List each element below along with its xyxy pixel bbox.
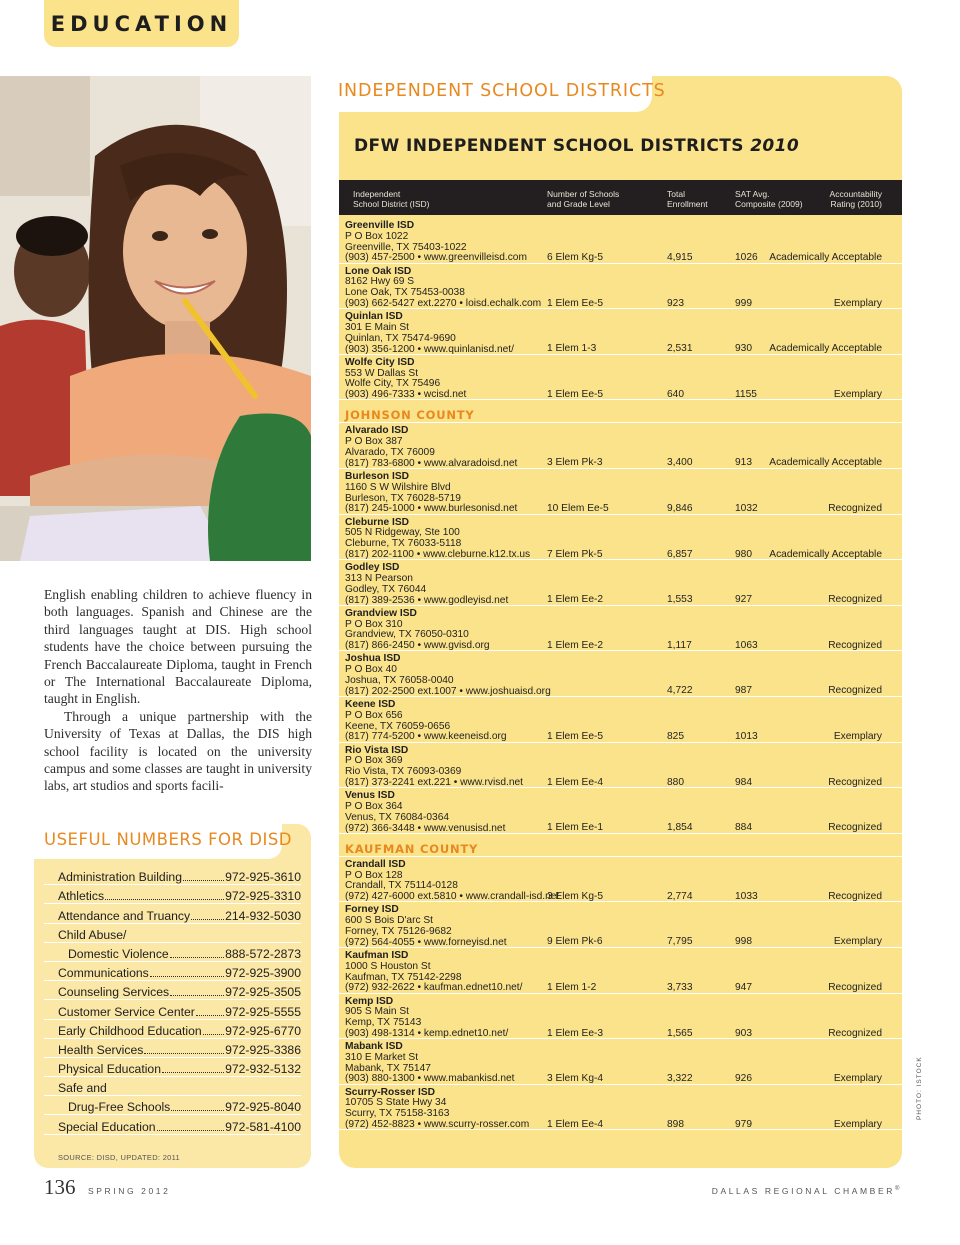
rating-cell: Recognized xyxy=(828,1027,882,1039)
districts-table-body xyxy=(339,218,902,1130)
number-entry: Attendance and Truancy 214-932-5030 xyxy=(44,904,301,923)
district-contact: (817) 389-2536 • www.godleyisd.net xyxy=(345,594,509,606)
district-address-line: Alvarado, TX 76009 xyxy=(345,446,435,458)
grade-cell: 3 Elem Kg-4 xyxy=(547,1073,604,1085)
district-info xyxy=(345,312,514,355)
enrollment-cell: 880 xyxy=(667,776,684,788)
district-address-line: 8162 Hwy 69 S xyxy=(345,276,415,288)
district-info xyxy=(345,951,522,994)
number-entry: Health Services 972-925-3386 xyxy=(44,1039,301,1058)
table-row xyxy=(339,606,902,652)
grade-cell: 6 Elem Kg-5 xyxy=(547,252,604,263)
number-entry: Safe and xyxy=(44,1077,301,1096)
paragraph: Through a unique partnership with the University of Texas at Dallas, the DIS high school facility is located on the university campus and some classes are taught in university labs, art studios and sports facili- xyxy=(44,708,312,794)
district-contact: (817) 245-1000 • www.burlesonisd.net xyxy=(345,503,518,515)
table-title-year: 2010 xyxy=(750,136,800,156)
grade-cell: 1 Elem Ee-1 xyxy=(547,822,604,834)
rating-cell: Academically Acceptable xyxy=(769,343,882,355)
number-entry: Athletics 972-925-3310 xyxy=(44,885,301,904)
district-contact: (817) 774-5200 • www.keeneisd.org xyxy=(345,731,507,743)
enrollment-cell: 898 xyxy=(667,1118,684,1130)
number-entry: Early Childhood Education 972-925-6770 xyxy=(44,1020,301,1039)
enrollment-cell: 1,117 xyxy=(667,639,692,651)
districts-tab-title: INDEPENDENT SCHOOL DISTRICTS xyxy=(338,81,666,101)
number-entry: Child Abuse/ xyxy=(44,924,301,943)
district-info xyxy=(345,700,507,743)
district-contact: (817) 202-1100 • www.cleburne.k12.tx.us xyxy=(345,548,531,560)
district-address-line: P O Box 1022 xyxy=(345,230,409,242)
rating-cell: Recognized xyxy=(828,685,882,697)
table-row xyxy=(339,948,902,994)
enrollment-cell: 2,774 xyxy=(667,890,693,902)
enrollment-cell: 4,722 xyxy=(667,685,693,697)
table-header xyxy=(339,180,902,215)
district-name: Mabank ISD xyxy=(345,1041,403,1053)
county-heading: KAUFMAN COUNTY xyxy=(339,834,902,857)
district-address-line: Venus, TX 76084-0364 xyxy=(345,811,450,823)
district-contact: (817) 373-2241 ext.221 • www.rvisd.net xyxy=(345,776,523,788)
sat-cell: 1013 xyxy=(735,730,758,742)
district-address-line: 905 S Main St xyxy=(345,1006,409,1018)
district-contact: (903) 496-7333 • wcisd.net xyxy=(345,389,467,401)
grade-cell: 1 Elem Ee-2 xyxy=(547,639,604,651)
district-address-line: P O Box 364 xyxy=(345,800,403,812)
rating-cell: Recognized xyxy=(828,981,882,993)
table-title-text: DFW INDEPENDENT SCHOOL DISTRICTS xyxy=(354,136,744,156)
enrollment-cell: 1,553 xyxy=(667,594,693,606)
sat-cell: 979 xyxy=(735,1118,752,1130)
student-photo xyxy=(0,76,311,561)
grade-cell: 1 Elem 1-3 xyxy=(547,343,597,355)
rating-cell: Recognized xyxy=(828,594,882,606)
table-row xyxy=(339,857,902,903)
district-address-line: 1160 S W Wilshire Blvd xyxy=(345,481,451,493)
rating-cell: Recognized xyxy=(828,890,882,902)
district-address-line: Lone Oak, TX 75453-0038 xyxy=(345,287,465,299)
grade-cell: 1 Elem Ee-3 xyxy=(547,1027,604,1039)
table-row xyxy=(339,788,902,834)
district-address-line: 10705 S State Hwy 34 xyxy=(345,1097,447,1109)
table-row xyxy=(339,1039,902,1085)
district-address-line: Mabank, TX 75147 xyxy=(345,1062,431,1074)
enrollment-cell: 7,795 xyxy=(667,936,693,948)
number-entry: Communications 972-925-3900 xyxy=(44,962,301,981)
district-info xyxy=(345,267,541,310)
district-address-line: Forney, TX 75126-9682 xyxy=(345,925,452,937)
district-info xyxy=(345,1042,515,1085)
number-entry: Physical Education 972-932-5132 xyxy=(44,1058,301,1077)
enrollment-cell: 3,733 xyxy=(667,981,693,993)
district-address-line: P O Box 40 xyxy=(345,664,397,676)
district-info xyxy=(345,518,530,561)
grade-cell: 9 Elem Pk-6 xyxy=(547,936,603,948)
number-entry: Domestic Violence 888-572-2873 xyxy=(44,943,301,962)
sat-cell: 884 xyxy=(735,822,752,834)
district-address-line: 505 N Ridgeway, Ste 100 xyxy=(345,527,460,539)
enrollment-cell: 6,857 xyxy=(667,548,693,560)
grade-cell: 1 Elem Ee-2 xyxy=(547,594,604,606)
rating-cell: Recognized xyxy=(828,639,882,651)
district-address-line: Greenville, TX 75403-1022 xyxy=(345,241,467,253)
sat-cell: 927 xyxy=(735,594,752,606)
column-header-schools: Number of Schools and Grade Level xyxy=(547,189,620,209)
district-contact: (817) 866-2450 • www.gvisd.org xyxy=(345,640,490,652)
district-address-line: P O Box 656 xyxy=(345,709,403,721)
table-row xyxy=(339,515,902,561)
district-address-line: Quinlan, TX 75474-9690 xyxy=(345,332,456,344)
district-address-line: P O Box 310 xyxy=(345,618,403,630)
rating-cell: Exemplary xyxy=(833,730,882,742)
grade-cell: 1 Elem Ee-4 xyxy=(547,1118,604,1130)
useful-numbers-list xyxy=(44,866,301,1135)
rating-cell: Exemplary xyxy=(833,936,882,948)
rating-cell: Academically Acceptable xyxy=(769,457,882,469)
district-name: Crandall ISD xyxy=(345,858,406,870)
table-row xyxy=(339,902,902,948)
paragraph: English enabling children to achieve fluency in both languages. Spanish and Chinese are the third languages taught at DIS. High school students have the choice between pursuing the French Baccalaureate Diploma, taught in French or The International Baccalaureate Diploma, taught in English. xyxy=(44,587,312,707)
table-row xyxy=(339,994,902,1040)
page-number: 136 xyxy=(44,1175,76,1199)
district-info xyxy=(345,358,466,401)
sat-cell: 926 xyxy=(735,1073,752,1085)
rating-cell: Exemplary xyxy=(833,1073,882,1085)
district-name: Keene ISD xyxy=(345,698,396,710)
photo-credit: PHOTO: ISTOCK xyxy=(916,1056,923,1120)
district-info xyxy=(345,609,490,652)
district-name: Scurry-Rosser ISD xyxy=(345,1086,436,1098)
district-name: Wolfe City ISD xyxy=(345,356,415,368)
table-row xyxy=(339,355,902,401)
sat-cell: 947 xyxy=(735,981,752,993)
number-entry: Administration Building 972-925-3610 xyxy=(44,866,301,885)
district-info xyxy=(345,997,508,1040)
column-header-rating: Accountability Rating (2010) xyxy=(829,189,882,209)
enrollment-cell: 825 xyxy=(667,730,684,742)
district-address-line: Scurry, TX 75158-3163 xyxy=(345,1108,450,1120)
sat-cell: 1033 xyxy=(735,890,758,902)
table-row xyxy=(339,1085,902,1131)
district-address-line: Cleburne, TX 76033-5118 xyxy=(345,538,462,550)
table-title xyxy=(354,136,799,156)
district-info xyxy=(345,472,517,515)
district-info xyxy=(345,905,507,948)
number-entry: Customer Service Center 972-925-5555 xyxy=(44,1000,301,1019)
table-row xyxy=(339,264,902,310)
county-heading: JOHNSON COUNTY xyxy=(339,400,902,423)
sat-cell: 930 xyxy=(735,343,752,355)
sat-cell: 984 xyxy=(735,776,752,788)
district-address-line: 1000 S Houston St xyxy=(345,960,431,972)
sat-cell: 1063 xyxy=(735,639,758,651)
publisher-label: DALLAS REGIONAL CHAMBER® xyxy=(711,1186,902,1196)
enrollment-cell: 4,915 xyxy=(667,252,693,263)
sat-cell: 999 xyxy=(735,297,752,309)
district-address-line: P O Box 387 xyxy=(345,436,403,448)
grade-cell: 10 Elem Ee-5 xyxy=(547,502,609,514)
rating-cell: Recognized xyxy=(828,776,882,788)
enrollment-cell: 1,565 xyxy=(667,1027,693,1039)
district-address-line: Keene, TX 76059-0656 xyxy=(345,720,451,732)
rating-cell: Recognized xyxy=(828,822,882,834)
district-contact: (972) 932-2622 • kaufman.ednet10.net/ xyxy=(345,982,523,994)
sat-cell: 1026 xyxy=(735,252,758,263)
district-address-line: 301 E Main St xyxy=(345,321,409,333)
district-name: Cleburne ISD xyxy=(345,516,409,528)
number-entry: Counseling Services 972-925-3505 xyxy=(44,981,301,1000)
district-name: Rio Vista ISD xyxy=(345,744,409,756)
district-name: Quinlan ISD xyxy=(345,311,403,323)
district-contact: (903) 356-1200 • www.quinlanisd.net/ xyxy=(345,343,514,355)
table-row xyxy=(339,697,902,743)
column-header-enrollment: Total Enrollment xyxy=(667,189,708,209)
district-address-line: Burleson, TX 76028-5719 xyxy=(345,492,461,504)
district-contact: (903) 662-5427 ext.2270 • loisd.echalk.com xyxy=(345,297,542,309)
sat-cell: 998 xyxy=(735,936,752,948)
enrollment-cell: 923 xyxy=(667,297,684,309)
section-tab xyxy=(44,0,239,47)
table-row xyxy=(339,743,902,789)
district-contact: (817) 202-2500 ext.1007 • www.joshuaisd.org xyxy=(345,685,551,697)
table-row xyxy=(339,423,902,469)
number-entry: Special Education 972-581-4100 xyxy=(44,1115,301,1134)
district-address-line: Rio Vista, TX 76093-0369 xyxy=(345,766,462,778)
rating-cell: Exemplary xyxy=(833,388,882,400)
district-contact: (972) 564-4055 • www.forneyisd.net xyxy=(345,936,507,948)
grade-cell: 7 Elem Pk-5 xyxy=(547,548,603,560)
district-address-line: Kaufman, TX 75142-2298 xyxy=(345,971,462,983)
rating-cell: Academically Acceptable xyxy=(769,252,882,263)
article-body xyxy=(44,586,312,795)
table-row xyxy=(339,469,902,515)
district-address-line: Crandall, TX 75114-0128 xyxy=(345,880,458,892)
district-address-line: Grandview, TX 76050-0310 xyxy=(345,629,469,641)
district-name: Godley ISD xyxy=(345,562,400,574)
table-row xyxy=(339,560,902,606)
enrollment-cell: 1,854 xyxy=(667,822,693,834)
district-address-line: 313 N Pearson xyxy=(345,572,413,584)
enrollment-cell: 3,322 xyxy=(667,1073,693,1085)
sat-cell: 903 xyxy=(735,1027,752,1039)
district-name: Grandview ISD xyxy=(345,607,417,619)
district-name: Alvarado ISD xyxy=(345,425,409,437)
number-entry: Drug-Free Schools 972-925-8040 xyxy=(44,1096,301,1115)
district-name: Joshua ISD xyxy=(345,653,401,665)
district-address-line: 600 S Bois D'arc St xyxy=(345,915,434,927)
district-contact: (903) 498-1314 • kemp.ednet10.net/ xyxy=(345,1027,509,1039)
column-header-district: Independent School District (ISD) xyxy=(353,189,430,209)
table-row xyxy=(339,218,902,264)
district-contact: (903) 880-1300 • www.mabankisd.net xyxy=(345,1073,515,1085)
district-name: Burleson ISD xyxy=(345,470,409,482)
rating-cell: Exemplary xyxy=(833,1118,882,1130)
district-address-line: 310 E Market St xyxy=(345,1051,419,1063)
district-contact: (972) 452-8823 • www.scurry-rosser.com xyxy=(345,1119,530,1131)
enrollment-cell: 2,531 xyxy=(667,343,693,355)
sat-cell: 980 xyxy=(735,548,752,560)
source-note: SOURCE: DISD, UPDATED: 2011 xyxy=(58,1153,181,1162)
district-address-line: Godley, TX 76044 xyxy=(345,583,427,595)
sat-cell: 987 xyxy=(735,685,752,697)
sat-cell: 913 xyxy=(735,457,752,469)
district-address-line: P O Box 128 xyxy=(345,869,403,881)
district-name: Kaufman ISD xyxy=(345,949,409,961)
district-info xyxy=(345,860,559,903)
district-name: Kemp ISD xyxy=(345,995,394,1007)
district-info xyxy=(345,746,523,789)
grade-cell: 1 Elem 1-2 xyxy=(547,981,597,993)
district-contact: (817) 783-6800 • www.alvaradoisd.net xyxy=(345,457,518,469)
sat-cell: 1155 xyxy=(735,388,757,400)
grade-cell: 3 Elem Pk-3 xyxy=(547,457,603,469)
district-contact: (972) 427-6000 ext.5810 • www.crandall-isd.net xyxy=(345,891,560,903)
grade-cell: 3 Elem Kg-5 xyxy=(547,890,604,902)
district-contact: (903) 457-2500 • www.greenvilleisd.com xyxy=(345,252,527,264)
enrollment-cell: 3,400 xyxy=(667,457,693,469)
district-info xyxy=(345,221,527,264)
section-label: EDUCATION xyxy=(50,11,233,36)
useful-numbers-title: USEFUL NUMBERS FOR DISD xyxy=(44,830,293,849)
column-header-sat: SAT Avg. Composite (2009) xyxy=(735,189,803,209)
district-contact: (972) 366-3448 • www.venusisd.net xyxy=(345,822,506,834)
district-name: Lone Oak ISD xyxy=(345,265,412,277)
rating-cell: Academically Acceptable xyxy=(769,548,882,560)
table-row xyxy=(339,309,902,355)
district-address-line: Wolfe City, TX 75496 xyxy=(345,378,441,390)
district-info xyxy=(345,426,517,469)
district-name: Venus ISD xyxy=(345,790,395,802)
district-info xyxy=(345,791,505,834)
district-name: Forney ISD xyxy=(345,904,399,916)
grade-cell: 1 Elem Ee-5 xyxy=(547,297,604,309)
grade-cell: 1 Elem Ee-4 xyxy=(547,776,604,788)
sat-cell: 1032 xyxy=(735,502,758,514)
student-photo-illustration xyxy=(0,76,311,561)
rating-cell: Exemplary xyxy=(833,297,882,309)
enrollment-cell: 640 xyxy=(667,388,684,400)
district-info xyxy=(345,654,551,697)
table-row xyxy=(339,651,902,697)
grade-cell: 1 Elem Ee-5 xyxy=(547,388,604,400)
district-info xyxy=(345,563,508,606)
district-address-line: 553 W Dallas St xyxy=(345,367,419,379)
enrollment-cell: 9,846 xyxy=(667,502,693,514)
district-address-line: Kemp, TX 75143 xyxy=(345,1017,422,1029)
district-address-line: Joshua, TX 76058-0040 xyxy=(345,674,454,686)
rating-cell: Recognized xyxy=(828,502,882,514)
issue-label: SPRING 2012 xyxy=(88,1186,171,1196)
district-info xyxy=(345,1088,529,1131)
district-name: Greenville ISD xyxy=(345,220,415,231)
grade-cell: 1 Elem Ee-5 xyxy=(547,730,604,742)
district-address-line: P O Box 369 xyxy=(345,755,403,767)
